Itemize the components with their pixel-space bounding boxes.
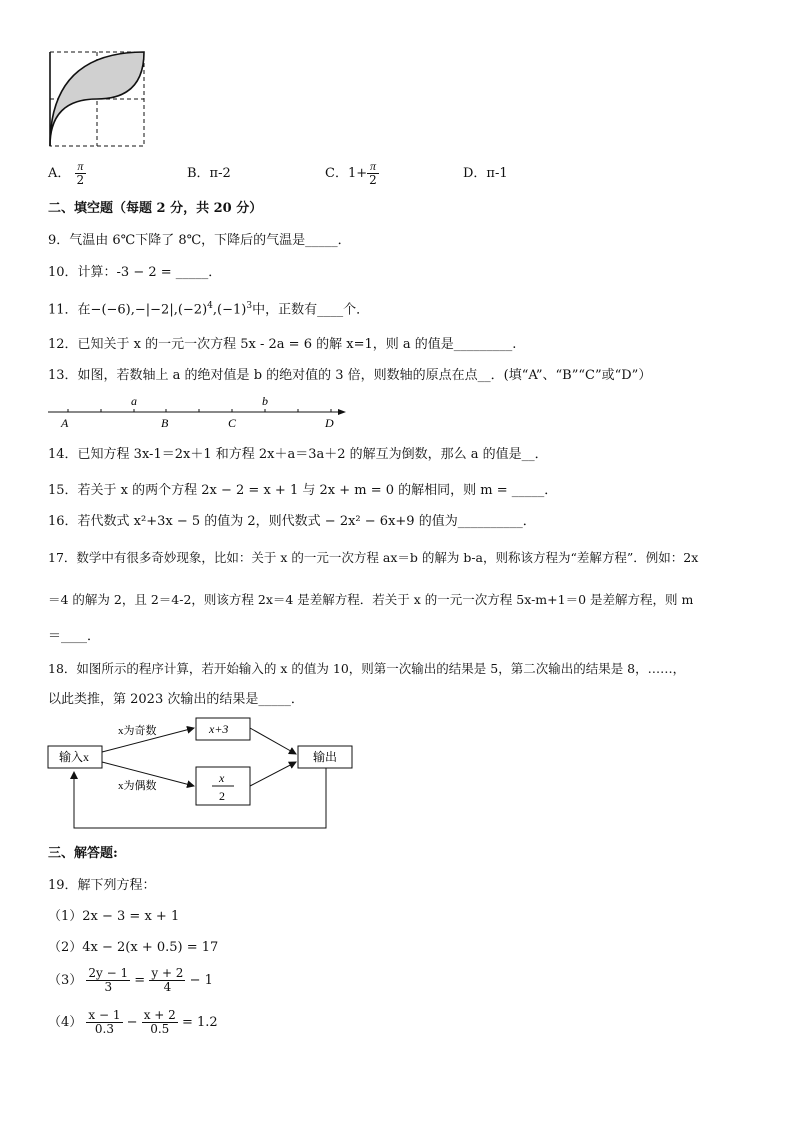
part-3-fraction-1: $\frac{2y - 1}{3}$ [88, 966, 129, 994]
question-18-line-1: 18．如图所示的程序计算，若开始输入的 x 的值为 10，则第一次输出的结果是 5，第二次输出的结果是 8，……， [48, 661, 686, 676]
question-17-line-2: ＝4 的解为 2，且 2＝4-2，则该方程 2x＝4 是差解方程．若关于 x 的一元一次方程 5x-m+1＝0 是差解方程，则 m [48, 592, 694, 607]
input-label: 输入x [59, 750, 90, 764]
question-17-line-1: 17．数学中有很多奇妙现象，比如：关于 x 的一元一次方程 ax＝b 的解为 b-a，则称该方程为“差解方程”．例如：2x [48, 550, 699, 565]
even-operation-denominator: 2 [219, 789, 225, 803]
question-19-part-1: （1）2x − 3 = x + 1 [48, 909, 180, 924]
even-operation-numerator: x [219, 771, 225, 785]
section-2-title: 二、填空题（每题 2 分，共 20 分） [48, 201, 263, 216]
point-c-label: C [228, 416, 237, 430]
shaded-region-figure [48, 50, 148, 148]
output-label: 输出 [313, 750, 338, 764]
option-a: A． $\frac{\pi}{2}$ [48, 159, 85, 187]
point-a-label: A [61, 416, 69, 430]
section-3-title: 三、解答题: [48, 846, 118, 861]
question-12: 12．已知关于 x 的一元一次方程 5x - 2a = 6 的解 x=1，则 a 的值是_________. [48, 337, 517, 352]
question-16: 16．若代数式 x²+3x − 5 的值为 2，则代数式 − 2x² − 6x+9 的值为__________． [48, 514, 536, 529]
point-d-label: D [325, 416, 334, 430]
point-b-label: B [161, 416, 169, 430]
question-19-title: 19．解下列方程： [48, 878, 156, 893]
question-15: 15．若关于 x 的两个方程 2x − 2 = x + 1 与 2x + m = 0 的解相同，则 m = _____． [48, 483, 558, 498]
question-14: 14．已知方程 3x-1＝2x＋1 和方程 2x＋a＝3a＋2 的解互为倒数，那么 a 的值是__． [48, 447, 548, 462]
option-a-fraction: $\frac{\pi}{2}$ [76, 159, 85, 187]
question-19-part-2: （2）4x − 2(x + 0.5) = 17 [48, 940, 219, 955]
question-9: 9．气温由 6℃下降了 8℃，下降后的气温是_____． [48, 233, 351, 248]
option-c-fraction: $\frac{\pi}{2}$ [369, 159, 377, 187]
question-18-line-2: 以此类推，第 2023 次输出的结果是_____． [48, 692, 304, 707]
even-branch-label: x为偶数 [118, 780, 157, 792]
question-19-part-3: （3） $\frac{2y - 1}{3}$ = $\frac{y + 2}{4}$ − 1 [48, 966, 213, 994]
odd-operation-label: x+3 [209, 722, 229, 736]
option-c: C．1+ $\frac{\pi}{2}$ [325, 159, 377, 187]
part-4-fraction-2: $\frac{x + 2}{0.5}$ [143, 1008, 176, 1036]
number-line [46, 392, 350, 430]
question-19-part-4: （4） $\frac{x - 1}{0.3}$ − $\frac{x + 2}{0.5}$ = 1.2 [48, 1008, 218, 1036]
option-b: B．π-2 [187, 166, 231, 181]
question-10: 10．计算：-3 − 2 = _____． [48, 265, 222, 280]
part-3-fraction-2: $\frac{y + 2}{4}$ [151, 966, 184, 994]
option-d: D．π-1 [463, 166, 508, 181]
mark-a-label: a [131, 394, 137, 408]
mark-b-label: b [262, 394, 268, 408]
part-4-fraction-1: $\frac{x - 1}{0.3}$ [88, 1008, 121, 1036]
question-13: 13．如图，若数轴上 a 的绝对值是 b 的绝对值的 3 倍，则数轴的原点在点__．(填“A”、“B”“C”或“D”） [48, 368, 652, 383]
question-11: 11．在$-(-6),-|-2|,(-2)^4,(-1)^3$中，正数有____个． [48, 301, 370, 318]
question-17-line-3: ＝____． [48, 629, 101, 644]
program-flowchart [46, 712, 358, 836]
odd-branch-label: x为奇数 [118, 725, 157, 737]
